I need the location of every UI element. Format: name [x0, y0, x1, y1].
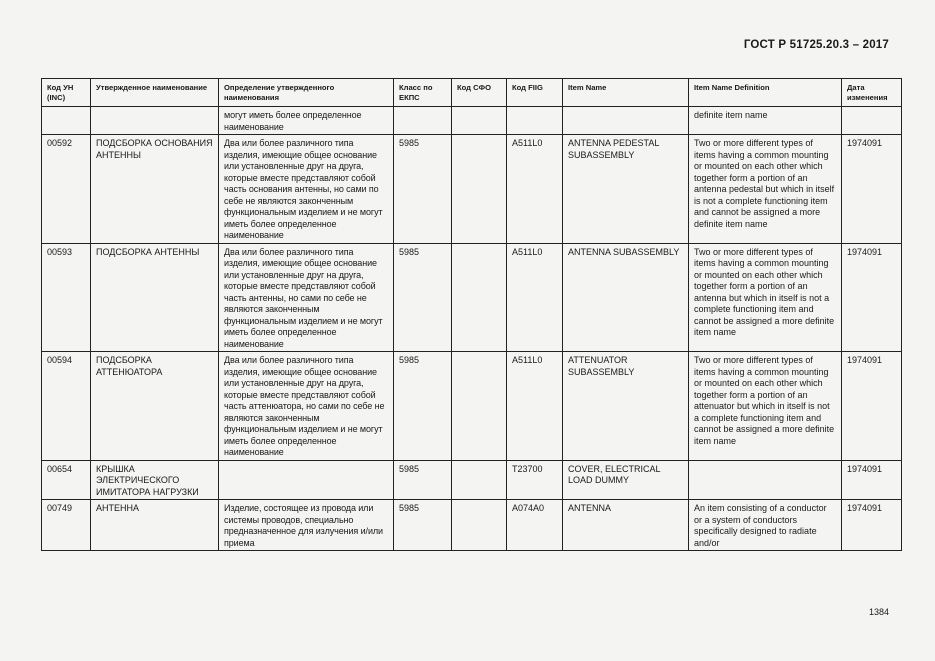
- table-row: [42, 460, 902, 500]
- cell-item-name-definition: [689, 460, 842, 500]
- cell-approved-name: КРЫШКА ЭЛЕКТРИЧЕСКОГО ИМИТАТОРА НАГРУЗКИ: [91, 460, 219, 500]
- cell-change-date: 1974091: [842, 500, 902, 551]
- table-row: [42, 352, 902, 461]
- header-item-name-definition: Item Name Definition: [689, 79, 842, 107]
- cell-item-name-definition: An item consisting of a conductor or a system of conductors specifically designed to radiate and/or: [689, 500, 842, 551]
- cell-change-date: 1974091: [842, 460, 902, 500]
- cell-definition-ru: Изделие, состоящее из провода или системы проводов, специально предназначенное для излучения и/или приема: [219, 500, 394, 551]
- cell-code-fiig: A511L0: [507, 243, 563, 352]
- cell-approved-name: ПОДСБОРКА АТТЕНЮАТОРА: [91, 352, 219, 461]
- cell-item-name: ANTENNA SUBASSEMBLY: [563, 243, 689, 352]
- cell-definition-ru: могут иметь более определенное наименование: [219, 107, 394, 135]
- header-code-un: Код УН (INC): [42, 79, 91, 107]
- header-code-sfo: Код СФО: [452, 79, 507, 107]
- cell-class-ekps: 5985: [394, 352, 452, 461]
- cell-class-ekps: 5985: [394, 135, 452, 244]
- cell-definition-ru: Два или более различного типа изделия, имеющие общее основание или установленные друг на друга, которые вместе представляют собой часть аттенюатора, но сами по себе не являются законченным функциональным изделием и не могут иметь более определенное наименование: [219, 352, 394, 461]
- cell-item-name-definition: Two or more different types of items having a common mounting or mounted on each other which together form a portion of an attenuator but which in itself is not a complete functioning item and cannot be assigned a more definite item name: [689, 352, 842, 461]
- cell-code-un: 00593: [42, 243, 91, 352]
- header-change-date: Дата изменения: [842, 79, 902, 107]
- cell-code-un: [42, 107, 91, 135]
- cell-code-fiig: T23700: [507, 460, 563, 500]
- header-item-name: Item Name: [563, 79, 689, 107]
- cell-approved-name: [91, 107, 219, 135]
- cell-item-name: ANTENNA PEDESTAL SUBASSEMBLY: [563, 135, 689, 244]
- page-number: 1384: [868, 607, 889, 617]
- table-row: [42, 243, 902, 352]
- cell-code-fiig: A511L0: [507, 352, 563, 461]
- document-standard-title: ГОСТ Р 51725.20.3 – 2017: [743, 39, 889, 51]
- header-definition-ru: Определение утвержденного наименования: [219, 79, 394, 107]
- table-header-row: [42, 79, 902, 107]
- cell-approved-name: ПОДСБОРКА ОСНОВАНИЯ АНТЕННЫ: [91, 135, 219, 244]
- cell-class-ekps: 5985: [394, 500, 452, 551]
- cell-item-name: COVER, ELECTRICAL LOAD DUMMY: [563, 460, 689, 500]
- cell-item-name-definition: Two or more different types of items having a common mounting or mounted on each other which together form a portion of an antenna but which in itself is not a complete functioning item and cannot be assigned a more definite item name: [689, 243, 842, 352]
- cell-code-fiig: [507, 107, 563, 135]
- cell-class-ekps: [394, 107, 452, 135]
- cell-change-date: [842, 107, 902, 135]
- cell-definition-ru: Два или более различного типа изделия, имеющие общее основание или установленные друг на друга, которые вместе представляют собой часть основания антенны, но сами по себе не являются законченным функциональным изделием и не могут иметь более определенное наименование: [219, 135, 394, 244]
- cell-change-date: 1974091: [842, 352, 902, 461]
- cell-class-ekps: 5985: [394, 243, 452, 352]
- cell-code-un: 00592: [42, 135, 91, 244]
- cell-code-sfo: [452, 352, 507, 461]
- cell-change-date: 1974091: [842, 135, 902, 244]
- cell-change-date: 1974091: [842, 243, 902, 352]
- cell-approved-name: ПОДСБОРКА АНТЕННЫ: [91, 243, 219, 352]
- cell-code-un: 00594: [42, 352, 91, 461]
- cell-code-sfo: [452, 460, 507, 500]
- cell-approved-name: АНТЕННА: [91, 500, 219, 551]
- cell-item-name-definition: definite item name: [689, 107, 842, 135]
- cell-definition-ru: [219, 460, 394, 500]
- cell-item-name: ATTENUATOR SUBASSEMBLY: [563, 352, 689, 461]
- table-row: [42, 135, 902, 244]
- cell-code-sfo: [452, 243, 507, 352]
- header-class-ekps: Класс по ЕКПС: [394, 79, 452, 107]
- item-names-table: [41, 78, 902, 551]
- table-row: [42, 500, 902, 551]
- cell-definition-ru: Два или более различного типа изделия, имеющие общее основание или установленные друг на друга, которые вместе представляют собой часть антенны, но сами по себе не являются законченным функциональным изделием и не могут иметь более определенное наименование: [219, 243, 394, 352]
- header-code-fiig: Код FIIG: [507, 79, 563, 107]
- cell-code-sfo: [452, 500, 507, 551]
- cell-class-ekps: 5985: [394, 460, 452, 500]
- cell-code-sfo: [452, 107, 507, 135]
- cell-code-un: 00749: [42, 500, 91, 551]
- cell-code-un: 00654: [42, 460, 91, 500]
- cell-code-sfo: [452, 135, 507, 244]
- cell-item-name: [563, 107, 689, 135]
- header-approved-name: Утвержденное наименование: [91, 79, 219, 107]
- cell-code-fiig: A511L0: [507, 135, 563, 244]
- cell-item-name: ANTENNA: [563, 500, 689, 551]
- cell-item-name-definition: Two or more different types of items having a common mounting or mounted on each other which together form a portion of an antenna pedestal but which in itself is not a complete functioning item and cannot be assigned a more definite item name: [689, 135, 842, 244]
- cell-code-fiig: A074A0: [507, 500, 563, 551]
- table-row: [42, 107, 902, 135]
